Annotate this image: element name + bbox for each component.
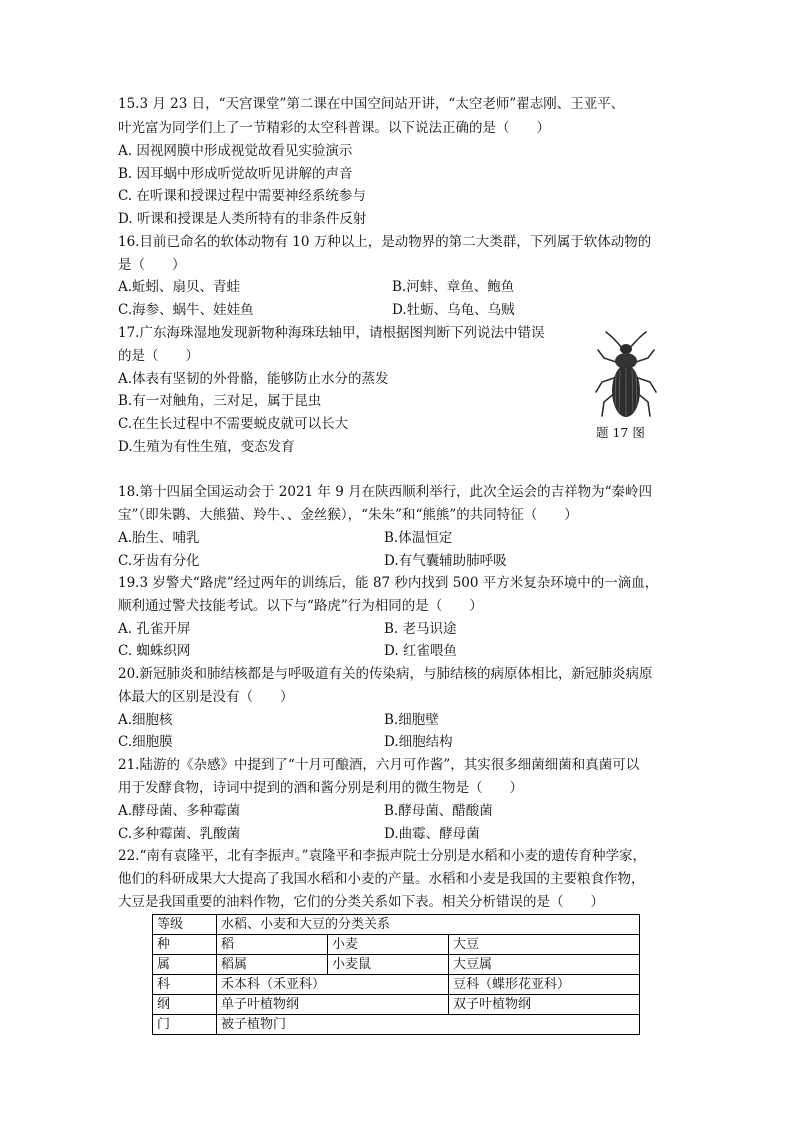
q16-option-c: C.海参、蜗牛、娃娃鱼 (118, 302, 254, 318)
q15-stem-line2: 叶光富为同学们上了一节精彩的太空科普课。以下说法正确的是（ ） (118, 120, 550, 136)
q18-option-a: A.胎生、哺乳 (118, 530, 200, 546)
q21-option-a: A.酵母菌、多种霉菌 (118, 803, 241, 819)
q15-option-c: C. 在听课和授课过程中需要神经系统参与 (118, 188, 366, 204)
q16-option-a: A.蚯蚓、扇贝、青蛙 (118, 279, 241, 295)
q20-stem-line1: 20.新冠肺炎和肺结核都是与呼吸道有关的传染病，与肺结核的病原体相比，新冠肺炎病原 (118, 666, 653, 682)
q20-stem-line2: 体最大的区别是没有（ ） (118, 689, 294, 705)
q20-option-c: C.细胞膜 (118, 734, 173, 750)
table-row: 科 禾本科（禾亚科） 豆科（蝶形花亚科） (153, 975, 640, 995)
q18-stem-line1: 18.第十四届全国运动会于 2021 年 9 月在陕西顺利举行，此次全运会的吉祥物为“秦岭四 (118, 484, 652, 500)
q18-option-c: C.牙齿有分化 (118, 553, 200, 569)
table-row: 门 被子植物门 (153, 1015, 640, 1035)
q17-option-d: D.生殖为有性生殖，变态发育 (118, 439, 295, 455)
q18-stem-line2: 宝”（即朱鹮、大熊猫、羚牛、、金丝猴），“朱朱”和“熊熊”的共同特征（ ） (118, 507, 578, 523)
table-header-level: 等级 (153, 915, 217, 935)
q15-option-d: D. 听课和授课是人类所特有的非条件反射 (118, 211, 367, 227)
table-row: 属 稻属 小麦鼠 大豆属 (153, 955, 640, 975)
q16-stem-line1: 16.目前已命名的软体动物有 10 万种以上，是动物界的第二大类群，下列属于软体动物的 (118, 234, 652, 250)
q16-option-d: D.牡蛎、乌龟、乌贼 (392, 302, 515, 318)
q20-option-a: A.细胞核 (118, 712, 173, 728)
q17-stem-line1: 17.广东海珠湿地发现新物种海珠珐轴甲，请根据图判断下列说法中错误 (118, 325, 545, 341)
q21-option-d: D.曲霉、酵母菌 (384, 826, 480, 842)
figure-caption: 题 17 图 (596, 425, 645, 440)
table-row: 纲 单子叶植物纲 双子叶植物纲 (153, 995, 640, 1015)
q17-option-c: C.在生长过程中不需要蜕皮就可以长大 (118, 416, 349, 432)
q22-stem-line1: 22.“南有袁隆平，北有李振声。”袁隆平和李振声院士分别是水稻和小麦的遗传育种学家， (118, 848, 647, 864)
q20-option-b: B.细胞壁 (384, 712, 439, 728)
classification-table (152, 914, 640, 1035)
q19-stem-line1: 19.3 岁警犬“路虎”经过两年的训练后，能 87 秒内找到 500 平方米复杂环境中的一滴血， (118, 575, 659, 591)
q15-stem-line1: 15.3 月 23 日，“天宫课堂”第二课在中国空间站开讲，“太空老师”翟志刚、王亚平、 (118, 96, 625, 112)
q22-stem-line3: 大豆是我国重要的油料作物，它们的分类关系如下表。相关分析错误的是（ ） (118, 894, 604, 910)
q16-stem-line2: 是（ ） (118, 257, 186, 273)
q19-option-c: C. 蜘蛛织网 (118, 643, 191, 659)
q21-stem-line1: 21.陆游的《杂感》中提到了“十月可酿酒，六月可作酱”，其实很多细菌细菌和真菌可以 (118, 757, 640, 773)
beetle-figure (592, 328, 660, 428)
q19-option-b: B. 老马识途 (384, 621, 457, 637)
table-header-title: 水稻、小麦和大豆的分类关系 (217, 915, 640, 935)
table-row: 种 稻 小麦 大豆 (153, 935, 640, 955)
q18-option-b: B.体温恒定 (384, 530, 453, 546)
q17-option-b: B.有一对触角，三对足，属于昆虫 (118, 393, 322, 409)
q21-option-b: B.酵母菌、醋酸菌 (384, 803, 493, 819)
q18-option-d: D.有气囊辅助肺呼吸 (384, 553, 507, 569)
q20-option-d: D.细胞结构 (384, 734, 453, 750)
table-header-row (153, 915, 640, 935)
q16-option-b: B.河蚌、章鱼、鲍鱼 (392, 279, 515, 295)
q19-option-d: D. 红雀喂鱼 (384, 643, 457, 659)
q17-option-a: A.体表有坚韧的外骨骼，能够防止水分的蒸发 (118, 371, 389, 387)
q15-option-b: B. 因耳蜗中形成听觉故听见讲解的声音 (118, 166, 353, 182)
q17-stem-line2: 的是（ ） (118, 348, 199, 364)
q21-stem-line2: 用于发酵食物，诗词中提到的酒和酱分别是利用的微生物是（ ） (118, 780, 523, 796)
q15-option-a: A. 因视网膜中形成视觉故看见实验演示 (118, 143, 353, 159)
q19-option-a: A. 孔雀开屏 (118, 621, 191, 637)
q19-stem-line2: 顺利通过警犬技能考试。以下与“路虎”行为相同的是（ ） (118, 598, 483, 614)
q22-stem-line2: 他们的科研成果大大提高了我国水稻和小麦的产量。水稻和小麦是我国的主要粮食作物， (118, 871, 645, 887)
q21-option-c: C.多种霉菌、乳酸菌 (118, 826, 241, 842)
